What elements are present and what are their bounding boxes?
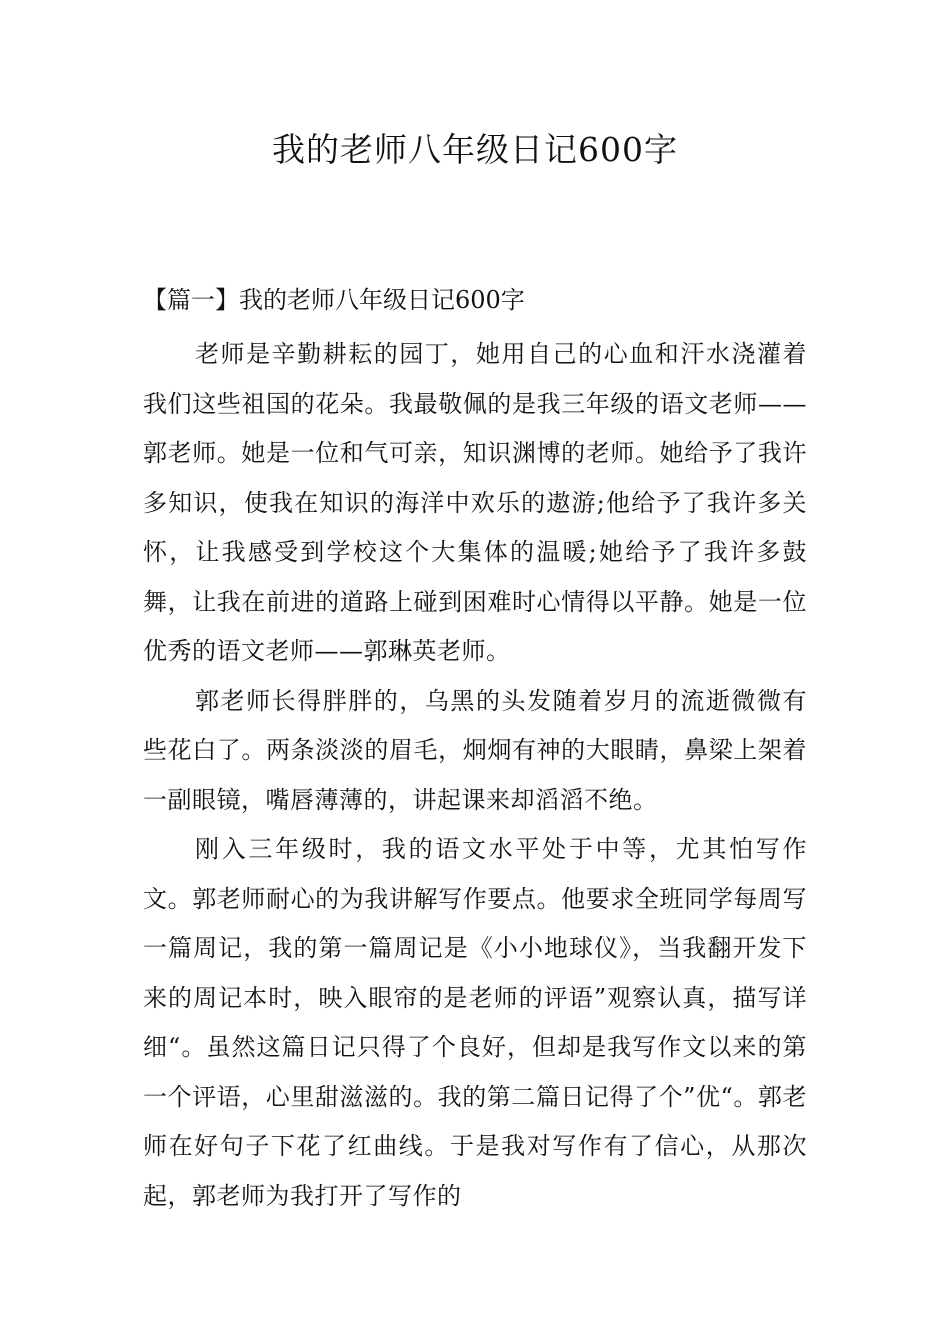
paragraph: 刚入三年级时，我的语文水平处于中等，尤其怕写作文。郭老师耐心的为我讲解写作要点。他要求全班同学每周写一篇周记，我的第一篇周记是《小小地球仪》，当我翻开发下来的周记本时，映入眼帘的是老师的评语”观察认真，描写详细“。虽然这篇日记只得了个良好，但却是我写作文以来的第一个评语，心里甜滋滋的。我的第二篇日记得了个”优“。郭老师在好句子下花了红曲线。于是我对写作有了信心，从那次起，郭老师为我打开了写作的 xyxy=(143,835,807,1210)
section-heading: 【篇一】我的老师八年级日记600字 xyxy=(143,286,525,314)
paragraph: 郭老师长得胖胖的，乌黑的头发随着岁月的流逝微微有些花白了。两条淡淡的眉毛，炯炯有神的大眼睛，鼻梁上架着一副眼镜，嘴唇薄薄的，讲起课来却滔滔不绝。 xyxy=(143,686,807,814)
document-title: 我的老师八年级日记600字 xyxy=(272,130,678,169)
paragraph: 老师是辛勤耕耘的园丁，她用自己的心血和汗水浇灌着我们这些祖国的花朵。我最敬佩的是我三年级的语文老师——郭老师。她是一位和气可亲，知识渊博的老师。她给予了我许多知识，使我在知识的海洋中欢乐的遨游;他给予了我许多关怀，让我感受到学校这个大集体的温暖;她给予了我许多鼓舞，让我在前进的道路上碰到困难时心情得以平静。她是一位优秀的语文老师——郭琳英老师。 xyxy=(143,340,807,665)
document-body xyxy=(143,280,807,1221)
